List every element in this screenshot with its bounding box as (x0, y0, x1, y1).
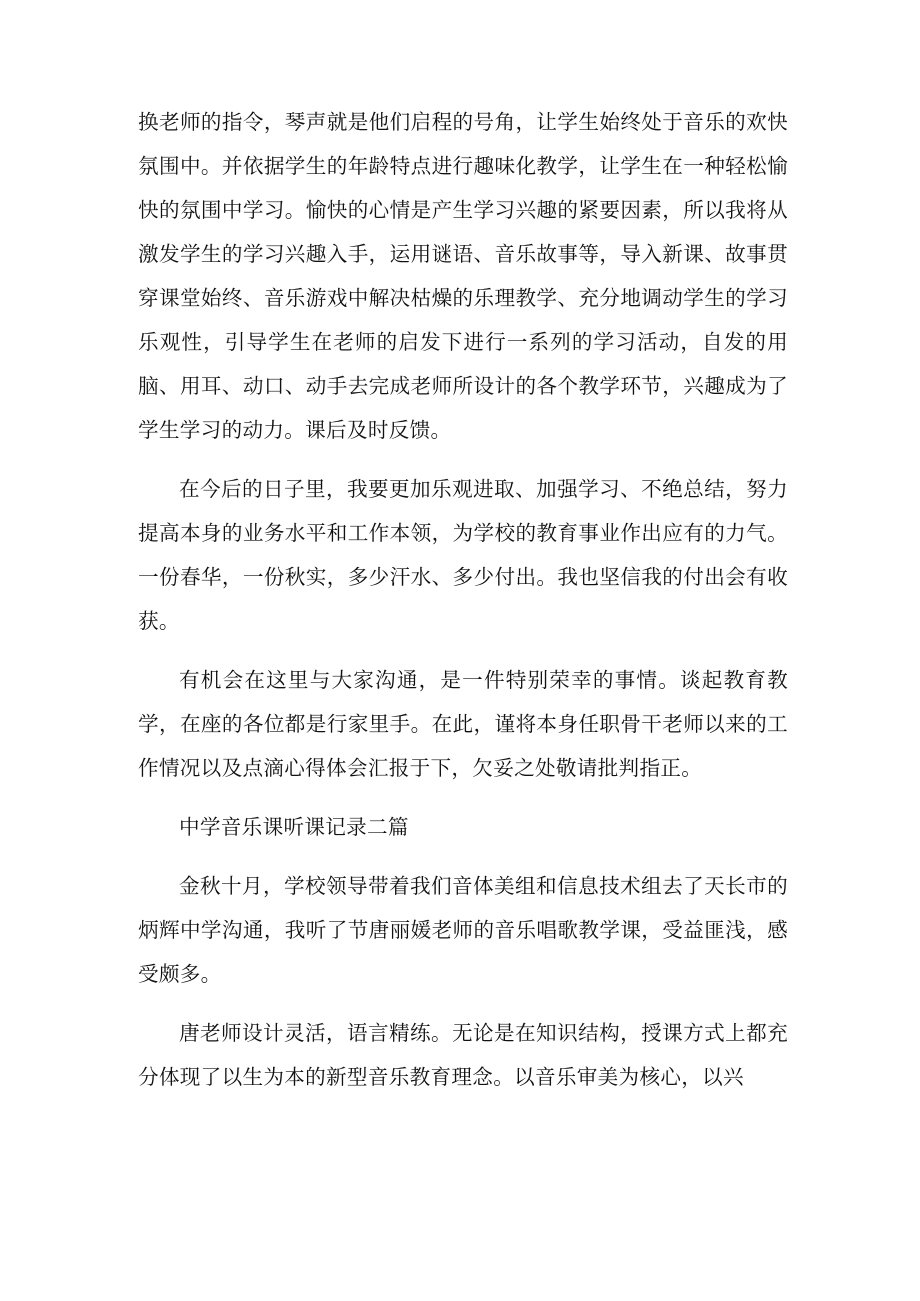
paragraph-teacher-tang: 唐老师设计灵活，语言精练。无论是在知识结构，授课方式上都充分体现了以生为本的新型音乐教育理念。以音乐审美为核心，以兴 (138, 1021, 788, 1089)
document-body (138, 100, 788, 1099)
paragraph-future-plans: 在今后的日子里，我要更加乐观进取、加强学习、不绝总结，努力提高本身的业务水平和工作本领，为学校的教育事业作出应有的力气。一份春华，一份秋实，多少汗水、多少付出。我也坚信我的付出会有收获。 (138, 477, 788, 633)
paragraph-continuation: 换老师的指令，琴声就是他们启程的号角，让学生始终处于音乐的欢快氛围中。并依据学生的年龄特点进行趣味化教学，让学生在一种轻松愉快的氛围中学习。愉快的心情是产生学习兴趣的紧要因素，所以我将从激发学生的学习兴趣入手，运用谜语、音乐故事等，导入新课、故事贯穿课堂始终、音乐游戏中解决枯燥的乐理教学、充分地调动学生的学习乐观性，引导学生在老师的启发下进行一系列的学习活动，自发的用脑、用耳、动口、动手去完成老师所设计的各个教学环节，兴趣成为了学生学习的动力。课后及时反馈。 (138, 110, 788, 442)
paragraph-golden-autumn: 金秋十月，学校领导带着我们音体美组和信息技术组去了天长市的炳辉中学沟通，我听了节唐丽媛老师的音乐唱歌教学课，受益匪浅，感受颇多。 (138, 874, 788, 986)
section-heading: 中学音乐课听课记录二篇 (179, 815, 409, 839)
paragraph-communication: 有机会在这里与大家沟通，是一件特别荣幸的事情。谈起教育教学，在座的各位都是行家里手。在此，谨将本身任职骨干老师以来的工作情况以及点滴心得体会汇报于下，欠妥之处敬请批判指正。 (138, 668, 788, 780)
